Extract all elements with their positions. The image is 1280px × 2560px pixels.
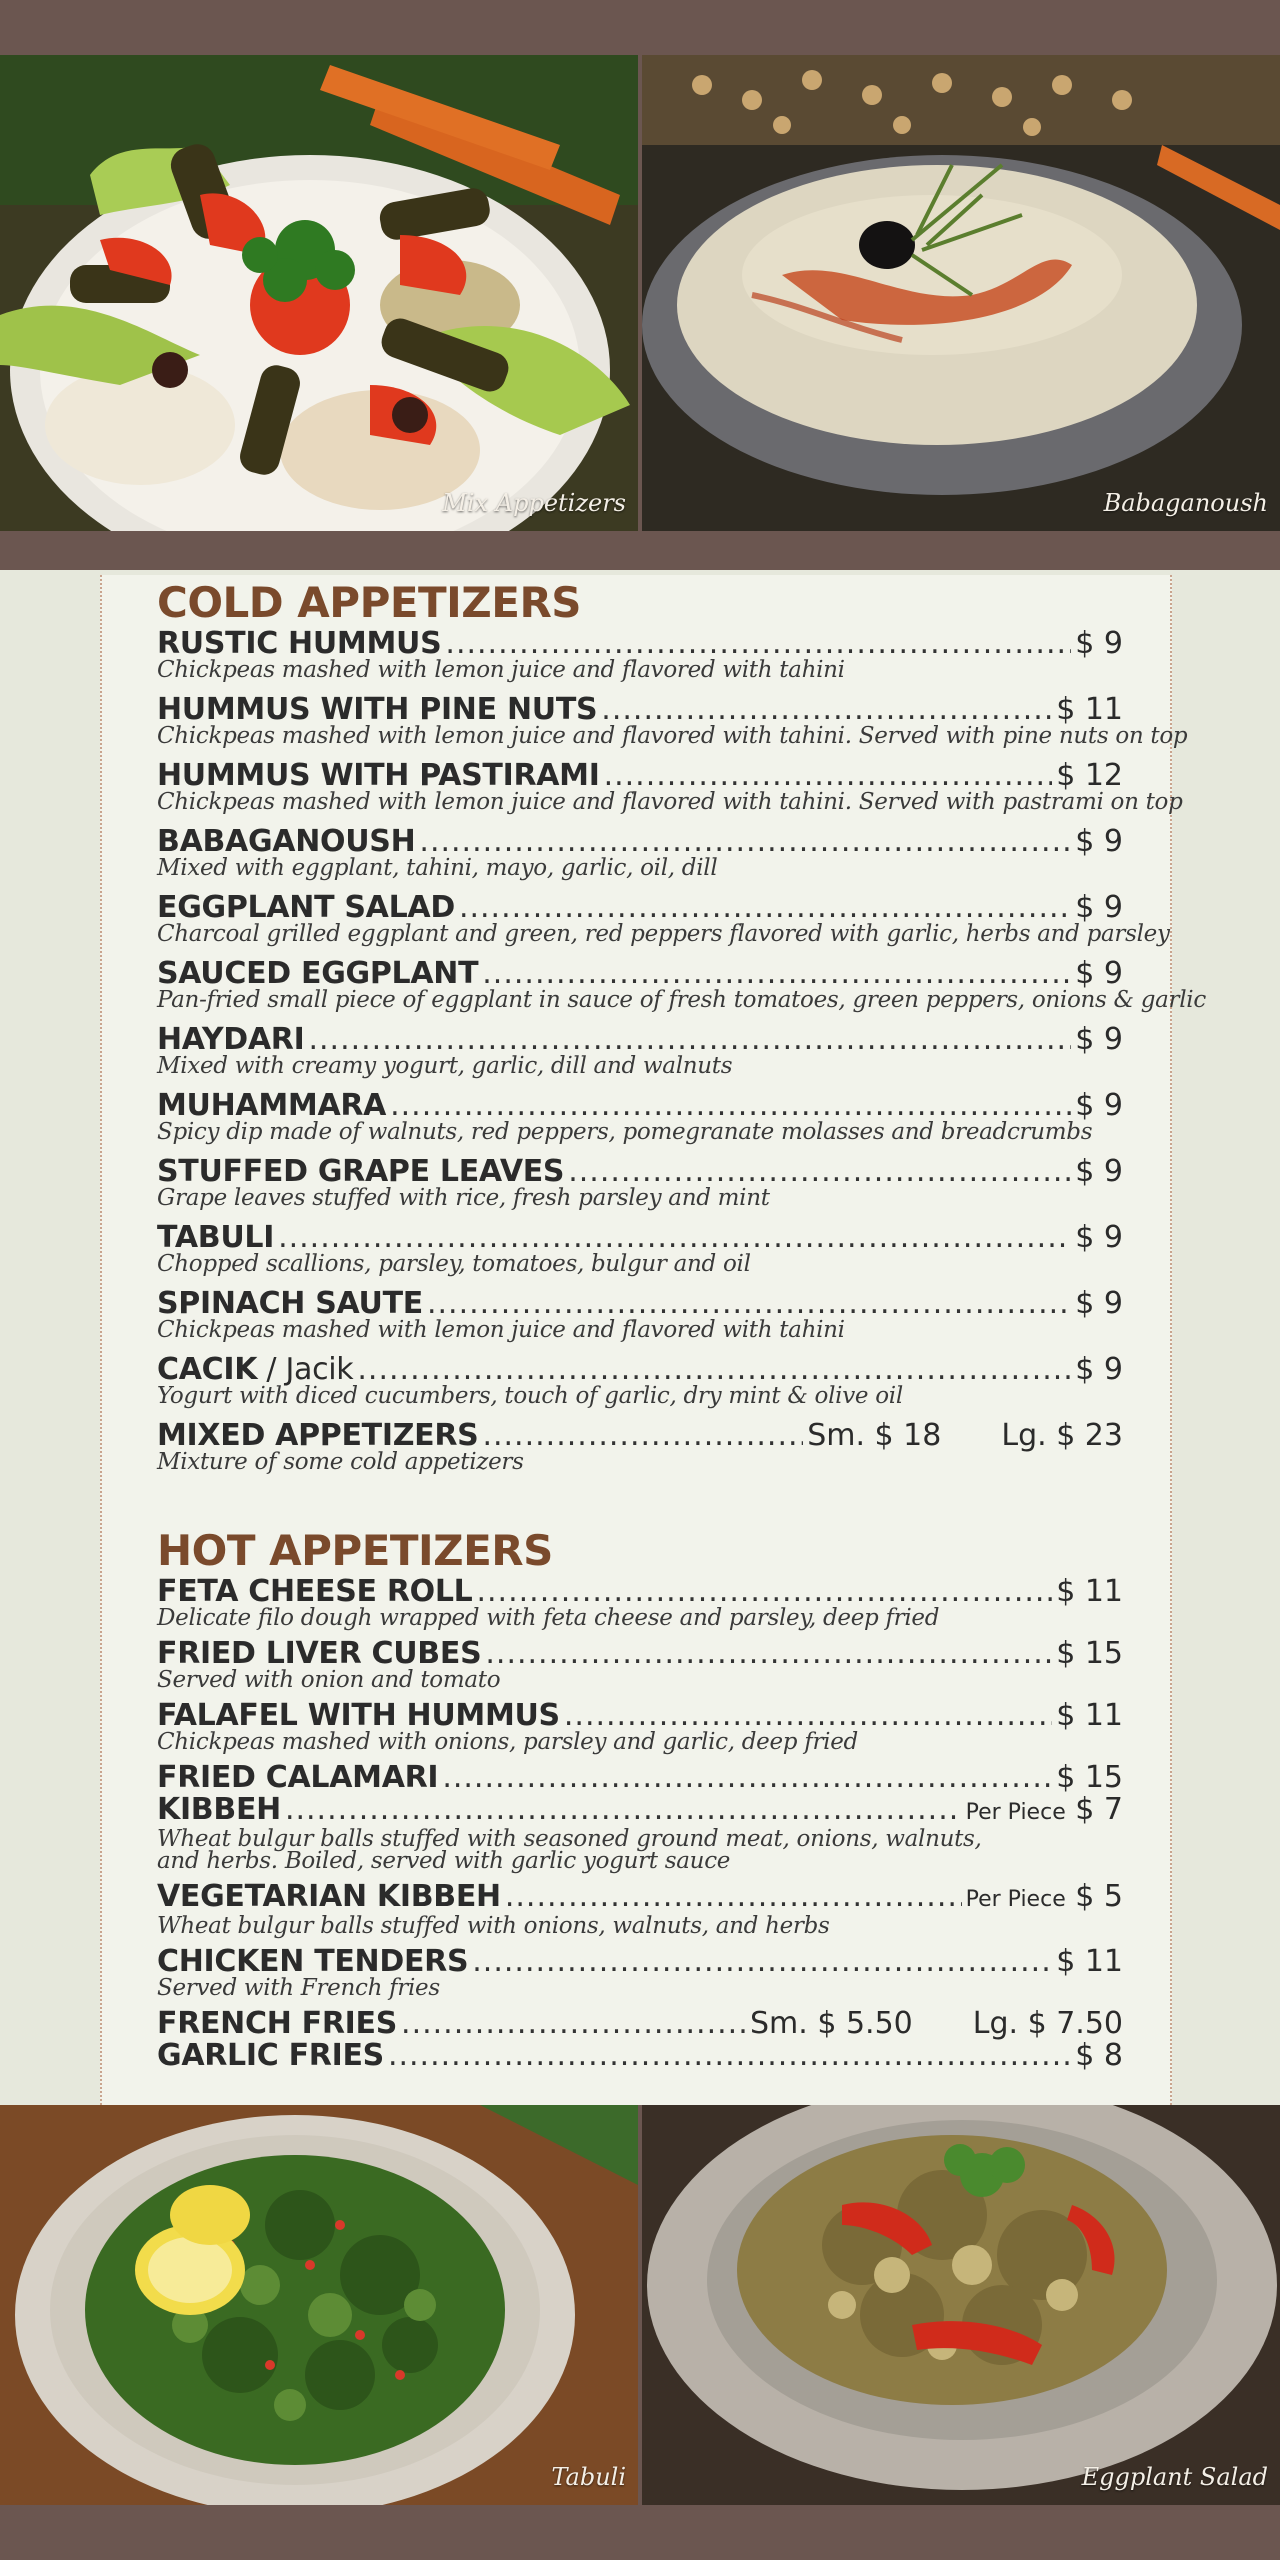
item-price: $ 9: [1075, 1286, 1123, 1321]
menu-item: [157, 758, 1183, 826]
menu-item: [157, 1946, 1123, 2000]
item-price: $ 9: [1075, 824, 1123, 859]
item-description: Yogurt with diced cucumbers, touch of garlic, dry mint & olive oil: [157, 1383, 903, 1409]
item-price: $ 15: [1056, 1636, 1123, 1671]
caption-mix-appetizers: Mix Appetizers: [442, 489, 626, 517]
item-price-note: Per Piece: [965, 1887, 1066, 1912]
item-name: SPINACH SAUTE: [157, 1286, 423, 1321]
menu-item: [157, 1762, 1123, 1794]
item-name: FALAFEL WITH HUMMUS: [157, 1698, 560, 1733]
item-name: TABULI: [157, 1220, 275, 1255]
item-description: Served with French fries: [157, 1975, 440, 2001]
item-description: Chickpeas mashed with lemon juice and flavored with tahini: [157, 657, 845, 683]
item-name: CACIK: [157, 1352, 258, 1387]
menu-item: [157, 1288, 1123, 1354]
eggplant-salad-image: [642, 2105, 1280, 2505]
item-price: $ 5: [1075, 1879, 1123, 1914]
top-band: [0, 0, 1280, 55]
item-description: Chickpeas mashed with lemon juice and flavored with tahini. Served with pine nuts on top: [157, 723, 1188, 749]
item-price: $ 9: [1075, 956, 1123, 991]
item-name: VEGETARIAN KIBBEH: [157, 1879, 501, 1914]
hot-appetizers-section: [157, 1526, 1123, 2072]
item-name: HUMMUS WITH PASTIRAMI: [157, 758, 600, 793]
item-name: BABAGANOUSH: [157, 824, 416, 859]
item-name: GARLIC FRIES: [157, 2038, 384, 2073]
menu-item: [157, 1420, 1123, 1486]
menu-item: [157, 2008, 1123, 2040]
menu-item: [157, 1024, 1123, 1090]
item-price: $ 9: [1075, 1352, 1123, 1387]
item-name: FRIED CALAMARI: [157, 1760, 439, 1795]
item-price: $ 7: [1075, 1792, 1123, 1827]
photo-eggplant-salad: [642, 2105, 1280, 2505]
item-price: $ 9: [1075, 626, 1123, 661]
item-price-small: Sm. $ 18: [807, 1418, 942, 1453]
bottom-band: [0, 2505, 1280, 2560]
item-price: $ 9: [1075, 1088, 1123, 1123]
menu-item: [157, 692, 1188, 760]
item-description: Chickpeas mashed with lemon juice and flavored with tahini: [157, 1317, 845, 1343]
item-price: $ 11: [1056, 1944, 1123, 1979]
item-price-note: Per Piece: [965, 1800, 1066, 1825]
menu-item: [157, 1881, 1123, 1938]
item-price: $ 8: [1075, 2038, 1123, 2073]
item-price: $ 9: [1075, 1022, 1123, 1057]
item-price: $ 9: [1075, 1220, 1123, 1255]
menu-item: [157, 1794, 1123, 1873]
item-description: Delicate filo dough wrapped with feta cheese and parsley, deep fried: [157, 1605, 940, 1631]
item-price: $ 11: [1056, 1574, 1123, 1609]
item-description: Served with onion and tomato: [157, 1667, 501, 1693]
item-description: Charcoal grilled eggplant and green, red peppers flavored with garlic, herbs and parsley: [157, 921, 1170, 947]
item-description: Chickpeas mashed with lemon juice and flavored with tahini. Served with pastrami on top: [157, 789, 1183, 815]
item-name: FETA CHEESE ROLL: [157, 1574, 473, 1609]
photo-mix-appetizers: [0, 55, 638, 531]
menu-item: [157, 890, 1170, 958]
caption-tabuli: Tabuli: [551, 2463, 626, 2491]
tabuli-image: [0, 2105, 638, 2505]
item-description-line2: and herbs. Boiled, served with garlic yogurt sauce: [157, 1848, 731, 1874]
menu-item: [157, 1090, 1123, 1156]
item-name: EGGPLANT SALAD: [157, 890, 455, 925]
item-description: Spicy dip made of walnuts, red peppers, pomegranate molasses and breadcrumbs: [157, 1119, 1093, 1145]
item-name: RUSTIC HUMMUS: [157, 626, 442, 661]
item-name: KIBBEH: [157, 1792, 281, 1827]
item-name: HAYDARI: [157, 1022, 305, 1057]
item-name: HUMMUS WITH PINE NUTS: [157, 692, 598, 727]
cold-appetizers-section: [157, 578, 1206, 1486]
item-price: $ 11: [1056, 1698, 1123, 1733]
item-name: CHICKEN TENDERS: [157, 1944, 469, 1979]
menu-item: [157, 1354, 1123, 1420]
menu-item: [157, 1156, 1123, 1222]
item-name: SAUCED EGGPLANT: [157, 956, 479, 991]
menu-item: [157, 826, 1123, 892]
photo-tabuli: [0, 2105, 638, 2505]
item-name: STUFFED GRAPE LEAVES: [157, 1154, 565, 1189]
caption-eggplant-salad: Eggplant Salad: [1081, 2463, 1268, 2491]
menu-item: [157, 1638, 1123, 1692]
photo-babaganoush: [642, 55, 1280, 531]
item-description: Chopped scallions, parsley, tomatoes, bulgur and oil: [157, 1251, 751, 1277]
cold-appetizers-title: COLD APPETIZERS: [157, 578, 582, 627]
item-description: Pan-fried small piece of eggplant in sauce of fresh tomatoes, green peppers, onions & garlic: [157, 987, 1206, 1013]
item-description: Grape leaves stuffed with rice, fresh parsley and mint: [157, 1185, 770, 1211]
item-description: Mixture of some cold appetizers: [157, 1449, 524, 1475]
mid-band-top: [0, 531, 1280, 571]
item-price: $ 9: [1075, 890, 1123, 925]
menu-item: [157, 2040, 1123, 2072]
menu-item: [157, 1222, 1123, 1288]
menu-item: [157, 1576, 1123, 1630]
item-description: Wheat bulgur balls stuffed with onions, walnuts, and herbs: [157, 1913, 830, 1939]
item-price-large: Lg. $ 23: [1001, 1418, 1123, 1453]
item-price: $ 11: [1056, 692, 1123, 727]
bottom-photo-row: [0, 2105, 1280, 2505]
item-price: $ 9: [1075, 1154, 1123, 1189]
item-price-small: Sm. $ 5.50: [749, 2006, 913, 2041]
item-name: MUHAMMARA: [157, 1088, 387, 1123]
item-name-suffix: / Jacik: [257, 1352, 354, 1387]
menu-content: [157, 578, 1206, 2080]
menu-item: [157, 1700, 1123, 1754]
top-photo-row: [0, 55, 1280, 531]
caption-babaganoush: Babaganoush: [1103, 489, 1268, 517]
mix-appetizers-image: [0, 55, 638, 531]
item-price: $ 12: [1056, 758, 1123, 793]
item-description: Chickpeas mashed with onions, parsley and garlic, deep fried: [157, 1729, 858, 1755]
item-price: $ 15: [1056, 1760, 1123, 1795]
item-name: FRIED LIVER CUBES: [157, 1636, 482, 1671]
menu-item: [157, 628, 1123, 694]
babaganoush-image: [642, 55, 1280, 531]
hot-appetizers-title: HOT APPETIZERS: [157, 1526, 553, 1575]
menu-item: [157, 956, 1206, 1024]
item-price-large: Lg. $ 7.50: [972, 2006, 1123, 2041]
item-description: Wheat bulgur balls stuffed with seasoned ground meat, onions, walnuts,: [157, 1826, 982, 1852]
item-name: MIXED APPETIZERS: [157, 1418, 479, 1453]
item-description: Mixed with creamy yogurt, garlic, dill and walnuts: [157, 1053, 733, 1079]
item-name: FRENCH FRIES: [157, 2006, 398, 2041]
item-description: Mixed with eggplant, tahini, mayo, garlic, oil, dill: [157, 855, 718, 881]
